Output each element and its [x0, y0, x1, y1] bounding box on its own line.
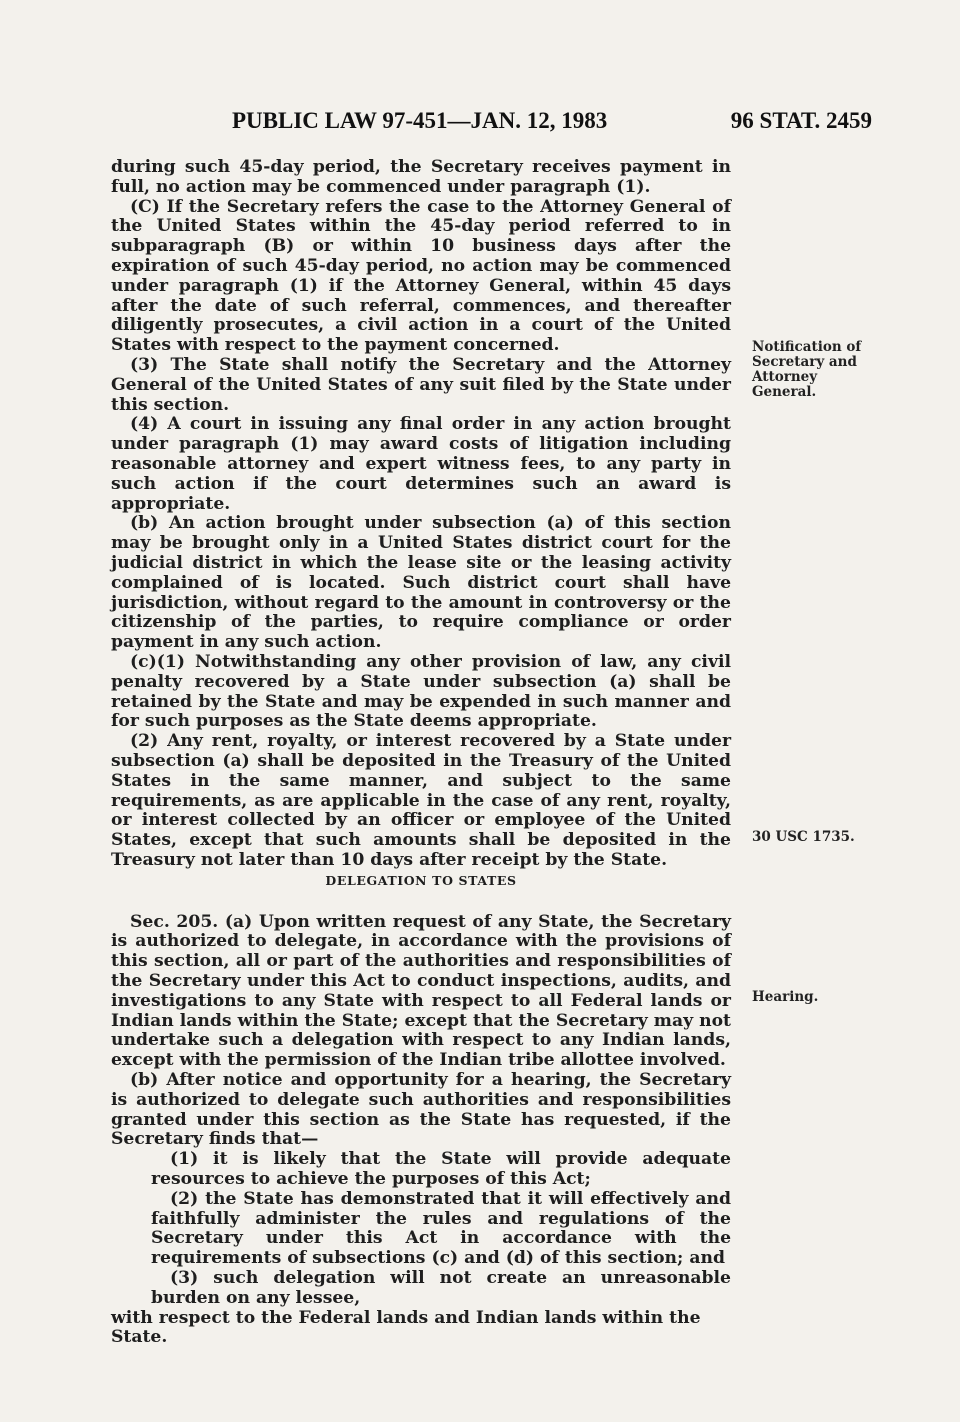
- paragraph: Sec. 205. (a) Upon written request of any State, the Secretary is authorized to delegate, in accordance with the provisions of this section, all or part of the authorities and responsibilities of the Secretary under this Act to conduct inspections, audits, and investigations to any State with respect to all Federal lands or Indian lands within the State; except that the Secretary may not undertake such a delegation with respect to any Indian lands, except with the permission of the Indian tribe allottee involved.: [111, 911, 731, 1071]
- paragraph: (2) Any rent, royalty, or interest recovered by a State under subsection (a) shall be deposited in the Treasury of the United States in the same manner, and subject to the same requirements, as are applicable in the case of any rent, royalty, or interest collected by an officer or employee of the United States, except that such amounts shall be deposited in the Treasury not later than 10 days after receipt by the State.: [111, 731, 731, 870]
- paragraph: (C) If the Secretary refers the case to the Attorney General of the United States within the 45-day period referred to in subparagraph (B) or within 10 business days after the expiration of such 45-day period, no action may be commenced under paragraph (1) if the Attorney General, within 45 days after the date of such referral, commences, and thereafter diligently prosecutes, a civil action in a court of the United States with respect to the payment concerned.: [111, 196, 731, 356]
- margin-note-hearing: Hearing.: [752, 989, 819, 1005]
- paragraph: (b) An action brought under subsection (a) of this section may be brought only in a United States district court for the judicial district in which the lease site or the leasing activity complained of is located. Such district court shall have jurisdiction, without regard to the amount in controversy or the citizenship of the parties, to require compliance or order payment in any such action.: [111, 513, 731, 653]
- paragraph: (c)(1) Notwithstanding any other provision of law, any civil penalty recovered by a State under subsection (a) shall be retained by the State and may be expended in such manner and for such purposes as the State deems appropriate.: [111, 651, 731, 732]
- list-item: (3) such delegation will not create an unreasonable burden on any lessee,: [151, 1268, 731, 1308]
- public-law-citation: PUBLIC LAW 97-451—JAN. 12, 1983: [232, 108, 608, 133]
- statute-page-number: 96 STAT. 2459: [730, 108, 872, 133]
- paragraph: (3) The State shall notify the Secretary and the Attorney General of the United States of any suit filed by the State under this section.: [111, 354, 731, 415]
- paragraph: during such 45-day period, the Secretary receives payment in full, no action may be commenced under paragraph (1).: [111, 157, 731, 197]
- margin-note-notification: Notification of Secretary and Attorney General.: [752, 339, 862, 400]
- list-item: (2) the State has demonstrated that it will effectively and faithfully administer the rules and regulations of the Secretary under this Act in accordance with the requirements of subsections (c) and (d) of this section; and: [151, 1188, 731, 1269]
- margin-note-usc: 30 USC 1735.: [752, 829, 855, 845]
- list-item: (1) it is likely that the State will provide adequate resources to achieve the purposes of this Act;: [151, 1149, 731, 1190]
- paragraph: (b) After notice and opportunity for a hearing, the Secretary is authorized to delegate such authorities and responsibilities granted under this section as the State has requested, if the Secretary finds that—: [111, 1070, 731, 1150]
- section-heading: DELEGATION TO STATES: [325, 872, 517, 888]
- paragraph: with respect to the Federal lands and Indian lands within the State.: [111, 1307, 701, 1348]
- paragraph: (4) A court in issuing any final order in any action brought under paragraph (1) may award costs of litigation including reasonable attorney and expert witness fees, to any party in such action if the court determines such an award is appropriate.: [111, 414, 731, 514]
- page-header: [232, 108, 872, 142]
- body-text: [111, 158, 731, 1348]
